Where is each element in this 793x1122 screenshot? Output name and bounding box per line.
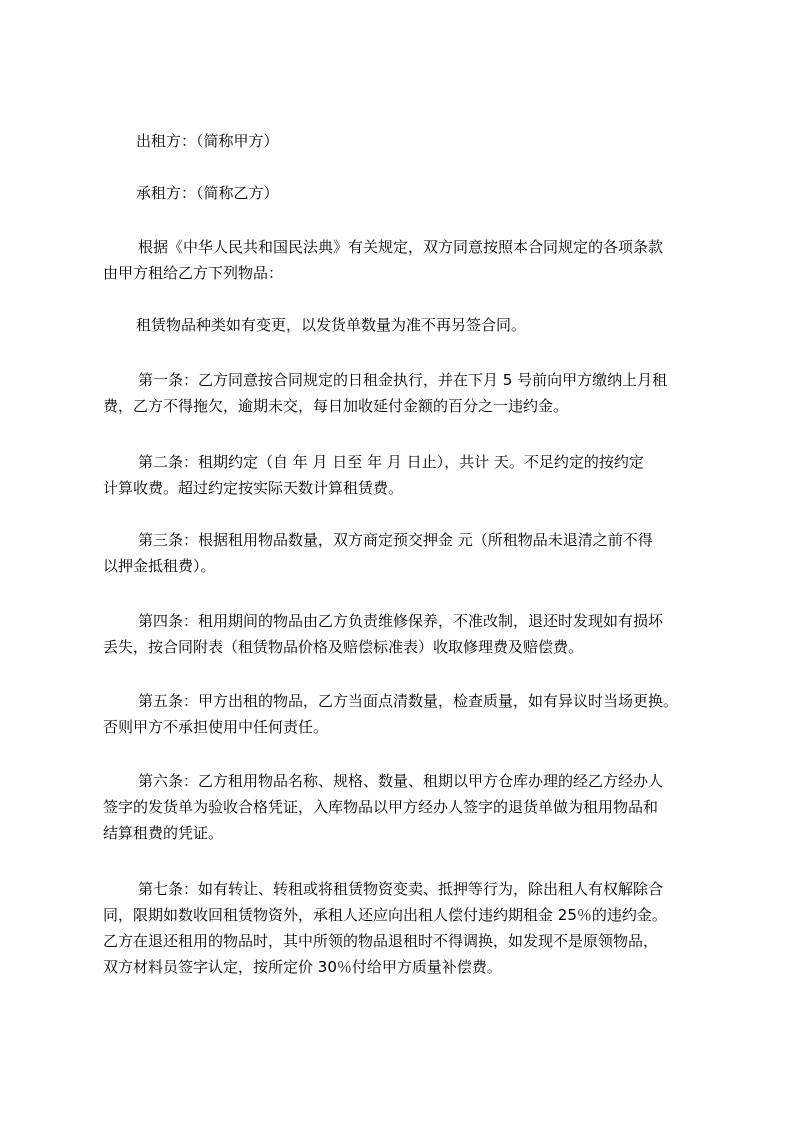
article-7: [103, 876, 718, 980]
article-line: 同，限期如数收回租赁物资外，承租人还应向出租人偿付违约期租金 25％的违约金。: [103, 906, 667, 924]
article-4: [103, 608, 718, 660]
article-2: [103, 449, 718, 501]
article-1: [103, 367, 718, 419]
lessor-text: 出租方：（简称甲方）: [136, 132, 279, 150]
article-line: 签字的发货单为验收合格凭证，入库物品以甲方经办人签字的退货单做为租用物品和: [103, 798, 659, 816]
article-6: [103, 768, 718, 846]
article-line: 第七条：如有转让、转租或将租赁物资变卖、抵押等行为，除出租人有权解除合: [138, 880, 664, 898]
variety-note: [103, 312, 751, 338]
lessor-line: [103, 128, 751, 154]
intro-line: 根据《中华人民共和国民法典》有关规定，双方同意按照本合同规定的各项条款: [138, 238, 664, 256]
article-line: 第五条：甲方出租的物品，乙方当面点清数量，检查质量，如有异议时当场更换。: [138, 692, 679, 710]
lessee-line: [103, 180, 751, 206]
intro-paragraph: [103, 234, 718, 286]
article-3: [103, 527, 718, 579]
variety-note-text: 租赁物品种类如有变更，以发货单数量为准不再另签合同。: [136, 316, 527, 334]
article-5: [103, 688, 718, 740]
article-line: 否则甲方不承担使用中任何责任。: [103, 718, 329, 736]
article-line: 丢失，按合同附表（租赁物品价格及赔偿标准表）收取修理费及赔偿费。: [103, 638, 584, 656]
article-line: 结算租费的凭证。: [103, 824, 224, 842]
article-line: 费，乙方不得拖欠，逾期未交，每日加收延付金额的百分之一违约金。: [103, 397, 569, 415]
article-line: 双方材料员签字认定，按所定价 30％付给甲方质量补偿费。: [103, 958, 502, 976]
article-line: 第六条：乙方租用物品名称、规格、数量、租期以甲方仓库办理的经乙方经办人: [138, 772, 664, 790]
intro-line: 由甲方租给乙方下列物品：: [103, 264, 284, 282]
article-line: 以押金抵租费）。: [103, 557, 216, 575]
article-line: 乙方在退还租用的物品时，其中所领的物品退租时不得调换，如发现不是原领物品，: [103, 932, 659, 950]
article-line: 计算收费。超过约定按实际天数计算租赁费。: [103, 479, 404, 497]
article-line: 第一条：乙方同意按合同规定的日租金执行，并在下月 5 号前向甲方缴纳上月租: [138, 371, 668, 389]
article-line: 第三条：根据租用物品数量，双方商定预交押金 元（所租物品未退清之前不得: [138, 531, 653, 549]
article-line: 第四条：租用期间的物品由乙方负责维修保养，不准改制，退还时发现如有损坏: [138, 612, 664, 630]
lessee-text: 承租方：（简称乙方）: [136, 184, 279, 202]
article-line: 第二条：租期约定（自 年 月 日至 年 月 日止），共计 天。不足约定的按约定: [138, 453, 644, 471]
